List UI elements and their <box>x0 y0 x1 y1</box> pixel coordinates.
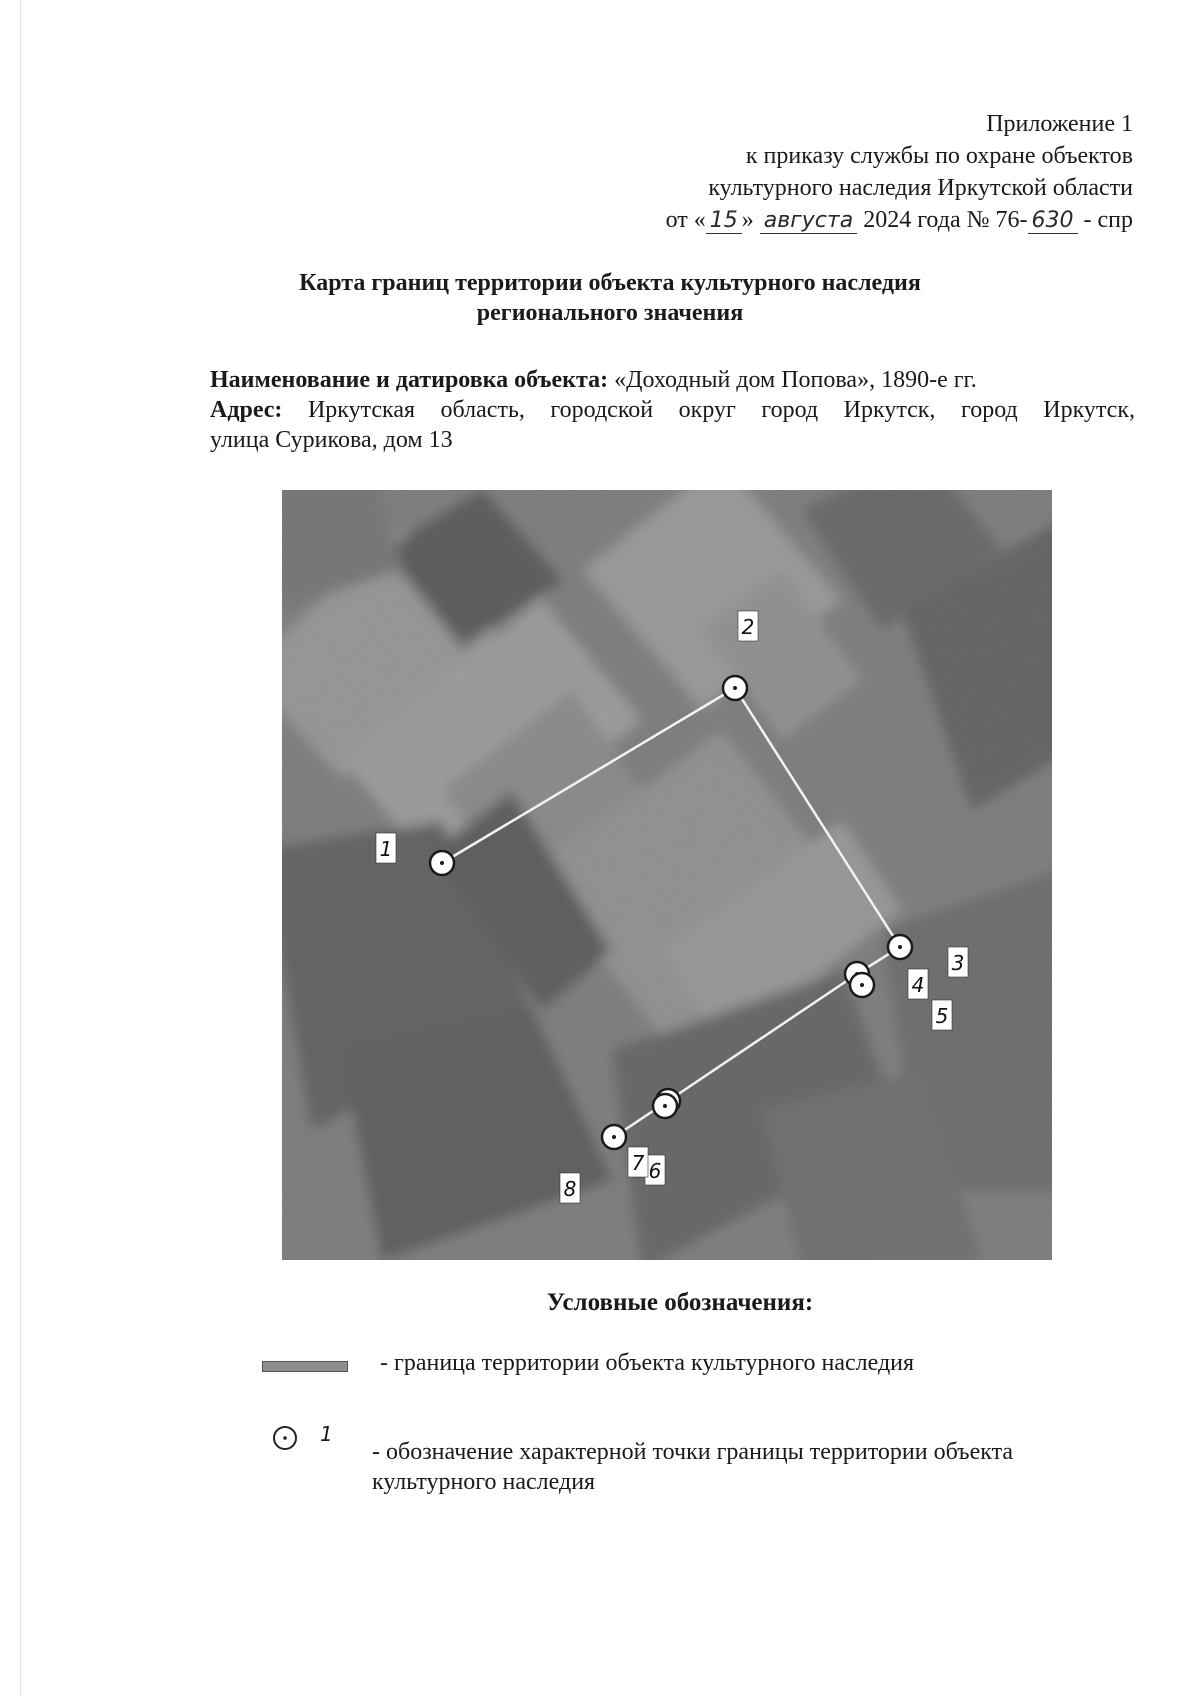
svg-text:4: 4 <box>911 973 925 997</box>
boundary-point-8 <box>602 1125 626 1149</box>
point-label-3 <box>948 947 968 977</box>
date-prefix: от « <box>665 207 706 233</box>
object-address-row <box>210 395 1135 425</box>
point-label-8 <box>560 1173 580 1203</box>
svg-text:6: 6 <box>648 1159 662 1183</box>
boundary-point-5 <box>850 973 874 997</box>
boundary-legend-swatch <box>262 1361 348 1372</box>
boundary-point-1 <box>430 851 454 875</box>
boundary-point-2 <box>723 676 747 700</box>
handwritten-day: 15 <box>706 208 742 234</box>
svg-text:8: 8 <box>563 1177 577 1201</box>
appendix-line-3: культурного наследия Иркутской области <box>708 175 1133 201</box>
svg-text:1: 1 <box>379 837 393 861</box>
date-mid: » <box>741 207 754 233</box>
svg-text:3: 3 <box>951 951 965 975</box>
year-part: 2024 года № 76- <box>863 207 1028 233</box>
point-legend-icon <box>272 1425 298 1451</box>
boundary-legend-text: - граница территории объекта культурного наследия <box>380 1350 915 1376</box>
point-label-7 <box>628 1147 648 1177</box>
scan-edge <box>20 0 21 1696</box>
object-address-line-1: Иркутская область, городской округ город Иркутск, город Иркутск, <box>307 397 1135 423</box>
point-label-4 <box>908 969 928 999</box>
point-legend-text <box>372 1437 1132 1497</box>
object-address-label: Адрес: <box>210 397 283 423</box>
object-address-line-2: улица Сурикова, дом 13 <box>210 427 453 453</box>
document-title <box>260 268 960 328</box>
appendix-line-1: Приложение 1 <box>986 111 1133 137</box>
aerial-map <box>282 490 1052 1260</box>
map-background <box>282 490 1052 1260</box>
boundary-point-3 <box>888 935 912 959</box>
title-line-2: регионального значения <box>476 300 744 326</box>
object-info <box>210 365 1135 455</box>
point-legend-number: 1 <box>320 1422 333 1446</box>
appendix-line-2: к приказу службы по охране объектов <box>745 143 1133 169</box>
object-name-row <box>210 365 1135 395</box>
order-suffix: - спр <box>1083 207 1133 233</box>
point-label-2 <box>738 611 758 641</box>
point-label-1 <box>376 833 396 863</box>
boundary-point-7 <box>653 1094 677 1118</box>
svg-text:7: 7 <box>631 1151 645 1175</box>
svg-text:2: 2 <box>741 615 755 639</box>
appendix-date-line <box>666 204 1133 237</box>
object-name-value: «Доходный дом Попова», 1890-е гг. <box>614 367 977 393</box>
object-name-label: Наименование и датировка объекта: <box>210 367 609 393</box>
title-line-1: Карта границ территории объекта культурного наследия <box>299 270 921 296</box>
point-legend-text-line-2: культурного наследия <box>372 1469 596 1495</box>
handwritten-order-number: 630 <box>1028 208 1078 234</box>
point-label-5 <box>932 1000 952 1030</box>
appendix-header <box>666 108 1133 237</box>
handwritten-month: августа <box>760 208 857 234</box>
svg-text:5: 5 <box>935 1004 949 1028</box>
legend-title: Условные обозначения: <box>546 1289 814 1316</box>
point-legend-text-line-1: - обозначение характерной точки границы территории объекта <box>372 1439 1014 1465</box>
